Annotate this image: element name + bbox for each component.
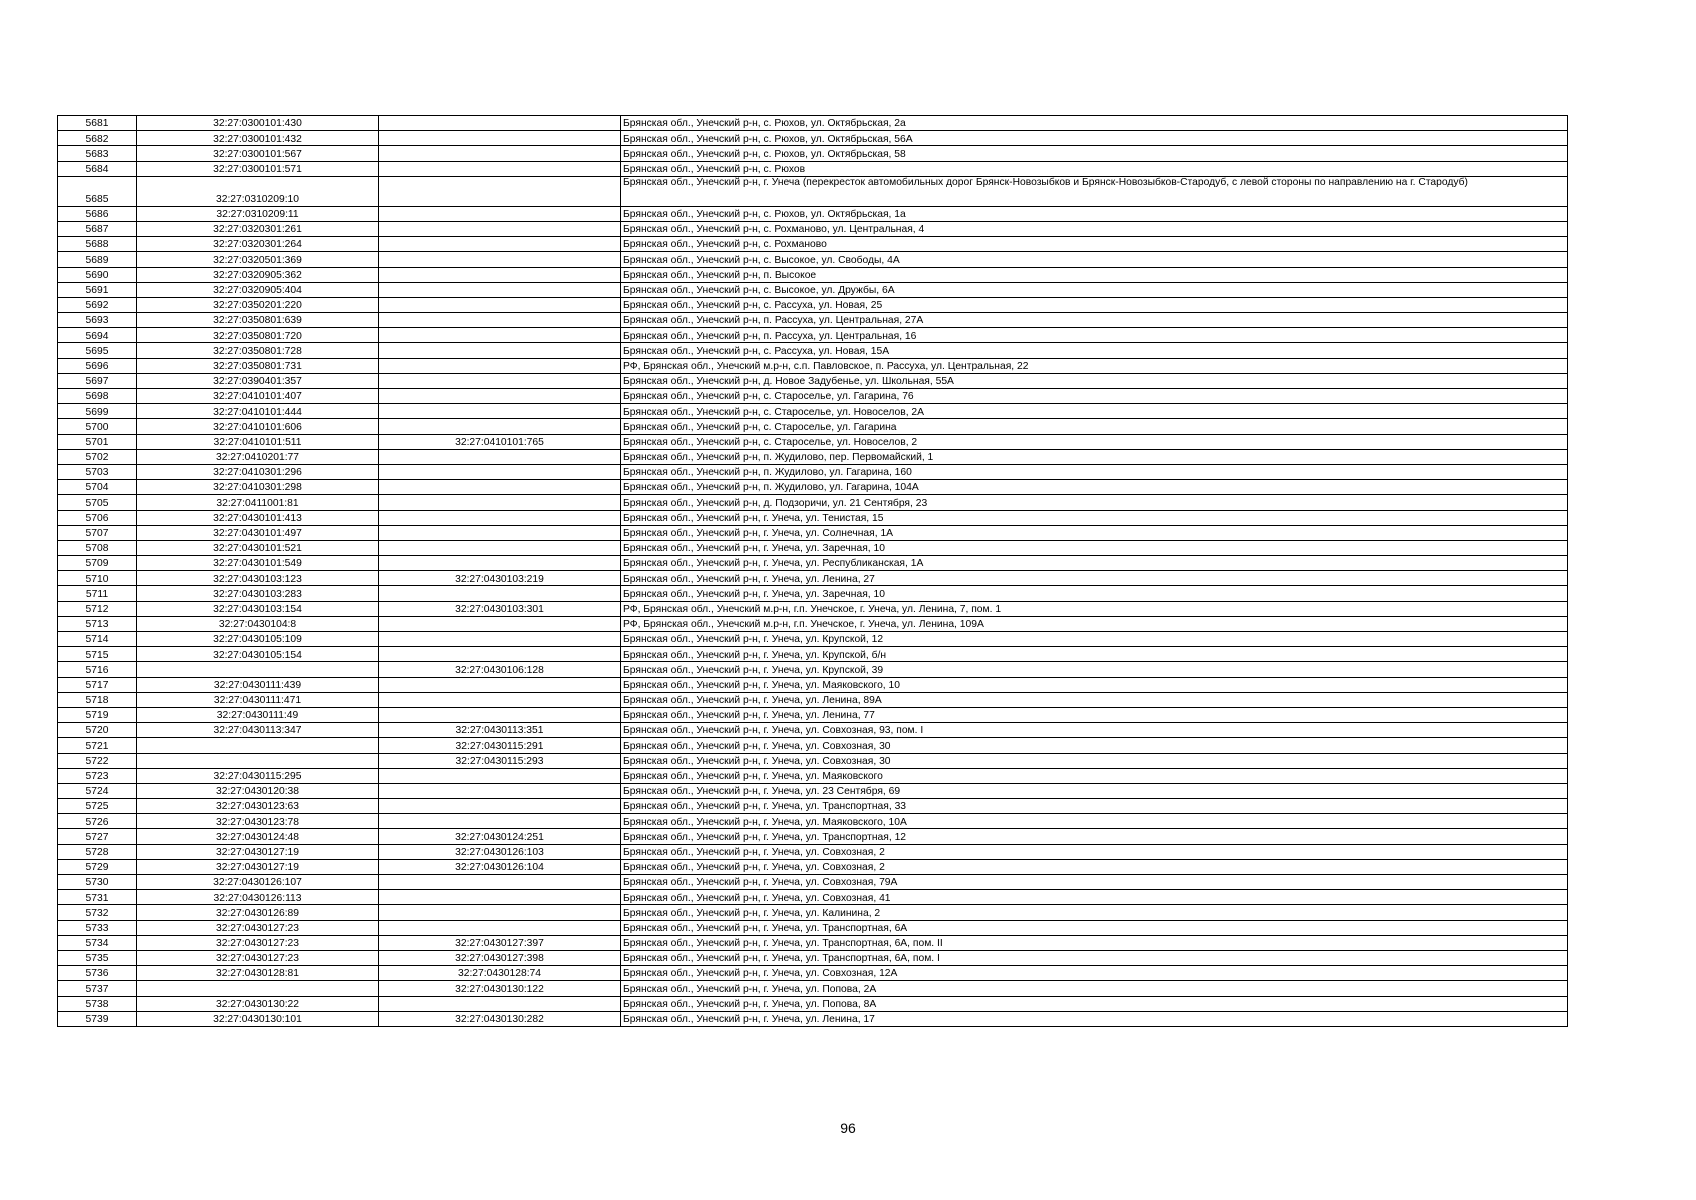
row-number-cell: 5695 [58, 343, 137, 358]
address-cell: Брянская обл., Унечский р-н, г. Унеча, ул. Транспортная, 6А, пом. II [621, 935, 1568, 950]
registry-table-body [58, 116, 1568, 1027]
table-row [58, 601, 1568, 616]
table-row [58, 768, 1568, 783]
row-number-cell: 5706 [58, 510, 137, 525]
building-number-cell: 32:27:0430103:219 [379, 571, 621, 586]
address-cell: Брянская обл., Унечский р-н, г. Унеча, ул. Солнечная, 1А [621, 525, 1568, 540]
cadastral-number-cell: 32:27:0430113:347 [137, 723, 379, 738]
building-number-cell [379, 905, 621, 920]
table-row [58, 632, 1568, 647]
address-cell: Брянская обл., Унечский р-н, с. Рюхов, ул. Октябрьская, 1а [621, 206, 1568, 221]
row-number-cell: 5710 [58, 571, 137, 586]
row-number-cell: 5715 [58, 647, 137, 662]
address-cell: Брянская обл., Унечский р-н, с. Староселье, ул. Новоселов, 2А [621, 404, 1568, 419]
address-cell: Брянская обл., Унечский р-н, п. Высокое [621, 267, 1568, 282]
building-number-cell [379, 176, 621, 206]
address-cell: Брянская обл., Унечский р-н, г. Унеча, ул. Крупской, 12 [621, 632, 1568, 647]
cadastral-number-cell: 32:27:0300101:432 [137, 131, 379, 146]
building-number-cell: 32:27:0430130:122 [379, 981, 621, 996]
building-number-cell: 32:27:0430106:128 [379, 662, 621, 677]
table-row [58, 950, 1568, 965]
building-number-cell [379, 282, 621, 297]
table-row [58, 221, 1568, 236]
building-number-cell [379, 161, 621, 176]
row-number-cell: 5707 [58, 525, 137, 540]
cadastral-number-cell: 32:27:0430127:19 [137, 844, 379, 859]
cadastral-number-cell: 32:27:0410201:77 [137, 449, 379, 464]
cadastral-number-cell: 32:27:0430105:109 [137, 632, 379, 647]
address-cell: Брянская обл., Унечский р-н, г. Унеча, ул. Заречная, 10 [621, 540, 1568, 555]
building-number-cell [379, 449, 621, 464]
address-cell: Брянская обл., Унечский р-н, г. Унеча, ул. Калинина, 2 [621, 905, 1568, 920]
cadastral-number-cell: 32:27:0430111:49 [137, 707, 379, 722]
building-number-cell [379, 206, 621, 221]
cadastral-number-cell: 32:27:0430126:107 [137, 875, 379, 890]
building-number-cell [379, 586, 621, 601]
cadastral-number-cell: 32:27:0350801:731 [137, 358, 379, 373]
table-row [58, 373, 1568, 388]
row-number-cell: 5694 [58, 328, 137, 343]
row-number-cell: 5696 [58, 358, 137, 373]
address-cell: Брянская обл., Унечский р-н, г. Унеча, ул. Тенистая, 15 [621, 510, 1568, 525]
cadastral-number-cell: 32:27:0320301:261 [137, 221, 379, 236]
address-cell: Брянская обл., Унечский р-н, с. Рохманово, ул. Центральная, 4 [621, 221, 1568, 236]
address-cell: Брянская обл., Унечский р-н, с. Рассуха, ул. Новая, 15А [621, 343, 1568, 358]
building-number-cell [379, 116, 621, 131]
cadastral-number-cell [137, 981, 379, 996]
cadastral-number-cell: 32:27:0411001:81 [137, 495, 379, 510]
table-row [58, 844, 1568, 859]
row-number-cell: 5705 [58, 495, 137, 510]
building-number-cell: 32:27:0430115:293 [379, 753, 621, 768]
building-number-cell: 32:27:0430127:397 [379, 935, 621, 950]
row-number-cell: 5692 [58, 297, 137, 312]
table-row [58, 419, 1568, 434]
table-row [58, 723, 1568, 738]
address-cell: Брянская обл., Унечский р-н, г. Унеча, ул. Совхозная, 12А [621, 966, 1568, 981]
cadastral-number-cell: 32:27:0390401:357 [137, 373, 379, 388]
table-row [58, 677, 1568, 692]
row-number-cell: 5732 [58, 905, 137, 920]
registry-table [57, 115, 1568, 1027]
row-number-cell: 5737 [58, 981, 137, 996]
address-cell: Брянская обл., Унечский р-н, г. Унеча, ул. Совхозная, 41 [621, 890, 1568, 905]
building-number-cell [379, 556, 621, 571]
address-cell: Брянская обл., Унечский р-н, п. Рассуха, ул. Центральная, 27А [621, 313, 1568, 328]
table-row [58, 161, 1568, 176]
cadastral-number-cell: 32:27:0430130:101 [137, 1011, 379, 1026]
cadastral-number-cell: 32:27:0430127:23 [137, 950, 379, 965]
row-number-cell: 5702 [58, 449, 137, 464]
cadastral-number-cell: 32:27:0430126:89 [137, 905, 379, 920]
cadastral-number-cell: 32:27:0430123:63 [137, 799, 379, 814]
row-number-cell: 5724 [58, 783, 137, 798]
table-row [58, 920, 1568, 935]
row-number-cell: 5733 [58, 920, 137, 935]
building-number-cell: 32:27:0430130:282 [379, 1011, 621, 1026]
address-cell: Брянская обл., Унечский р-н, г. Унеча, ул. Ленина, 89А [621, 692, 1568, 707]
building-number-cell [379, 343, 621, 358]
cadastral-number-cell: 32:27:0430115:295 [137, 768, 379, 783]
address-cell: Брянская обл., Унечский р-н, г. Унеча, ул. Совхозная, 93, пом. I [621, 723, 1568, 738]
table-row [58, 464, 1568, 479]
address-cell: Брянская обл., Унечский р-н, г. Унеча (перекресток автомобильных дорог Брянск-Новозыбков и Брянск-Новозыбков-Стародуб, с левой стороны по направлению на г. Стародуб) [621, 176, 1568, 206]
building-number-cell: 32:27:0430124:251 [379, 829, 621, 844]
cadastral-number-cell: 32:27:0430130:22 [137, 996, 379, 1011]
table-row [58, 358, 1568, 373]
row-number-cell: 5731 [58, 890, 137, 905]
table-row [58, 783, 1568, 798]
table-row [58, 328, 1568, 343]
cadastral-number-cell: 32:27:0430101:549 [137, 556, 379, 571]
address-cell: Брянская обл., Унечский р-н, п. Жудилово, пер. Первомайский, 1 [621, 449, 1568, 464]
address-cell: Брянская обл., Унечский р-н, г. Унеча, ул. Совхозная, 2 [621, 844, 1568, 859]
row-number-cell: 5723 [58, 768, 137, 783]
row-number-cell: 5700 [58, 419, 137, 434]
cadastral-number-cell: 32:27:0320905:404 [137, 282, 379, 297]
table-row [58, 753, 1568, 768]
address-cell: Брянская обл., Унечский р-н, г. Унеча, ул. Совхозная, 30 [621, 738, 1568, 753]
cadastral-number-cell [137, 738, 379, 753]
row-number-cell: 5697 [58, 373, 137, 388]
cadastral-number-cell: 32:27:0350801:720 [137, 328, 379, 343]
address-cell: Брянская обл., Унечский р-н, д. Новое Задубенье, ул. Школьная, 55А [621, 373, 1568, 388]
row-number-cell: 5689 [58, 252, 137, 267]
row-number-cell: 5727 [58, 829, 137, 844]
cadastral-number-cell: 32:27:0310209:11 [137, 206, 379, 221]
table-row [58, 282, 1568, 297]
building-number-cell [379, 146, 621, 161]
row-number-cell: 5736 [58, 966, 137, 981]
row-number-cell: 5716 [58, 662, 137, 677]
cadastral-number-cell: 32:27:0430127:23 [137, 935, 379, 950]
row-number-cell: 5688 [58, 237, 137, 252]
cadastral-number-cell: 32:27:0430111:471 [137, 692, 379, 707]
row-number-cell: 5708 [58, 540, 137, 555]
table-row [58, 556, 1568, 571]
table-row [58, 1011, 1568, 1026]
address-cell: РФ, Брянская обл., Унечский м.р-н, с.п. Павловское, п. Рассуха, ул. Центральная, 22 [621, 358, 1568, 373]
table-row [58, 449, 1568, 464]
row-number-cell: 5713 [58, 616, 137, 631]
table-row [58, 586, 1568, 601]
building-number-cell [379, 328, 621, 343]
cadastral-number-cell: 32:27:0430127:19 [137, 859, 379, 874]
cadastral-number-cell: 32:27:0430103:283 [137, 586, 379, 601]
address-cell: Брянская обл., Унечский р-н, д. Подзоричи, ул. 21 Сентября, 23 [621, 495, 1568, 510]
row-number-cell: 5687 [58, 221, 137, 236]
table-row [58, 480, 1568, 495]
address-cell: Брянская обл., Унечский р-н, г. Унеча, ул. Транспортная, 6А, пом. I [621, 950, 1568, 965]
address-cell: Брянская обл., Унечский р-н, г. Унеча, ул. Ленина, 77 [621, 707, 1568, 722]
address-cell: Брянская обл., Унечский р-н, п. Жудилово, ул. Гагарина, 160 [621, 464, 1568, 479]
row-number-cell: 5681 [58, 116, 137, 131]
building-number-cell [379, 297, 621, 312]
cadastral-number-cell: 32:27:0350201:220 [137, 297, 379, 312]
row-number-cell: 5683 [58, 146, 137, 161]
cadastral-number-cell: 32:27:0300101:567 [137, 146, 379, 161]
cadastral-number-cell: 32:27:0410101:407 [137, 389, 379, 404]
building-number-cell [379, 419, 621, 434]
cadastral-number-cell: 32:27:0300101:430 [137, 116, 379, 131]
building-number-cell: 32:27:0430127:398 [379, 950, 621, 965]
row-number-cell: 5722 [58, 753, 137, 768]
table-row [58, 859, 1568, 874]
row-number-cell: 5720 [58, 723, 137, 738]
address-cell: Брянская обл., Унечский р-н, с. Рюхов [621, 161, 1568, 176]
address-cell: РФ, Брянская обл., Унечский м.р-н, г.п. Унечское, г. Унеча, ул. Ленина, 109А [621, 616, 1568, 631]
table-row [58, 616, 1568, 631]
address-cell: Брянская обл., Унечский р-н, г. Унеча, ул. Транспортная, 33 [621, 799, 1568, 814]
row-number-cell: 5738 [58, 996, 137, 1011]
building-number-cell [379, 464, 621, 479]
building-number-cell [379, 996, 621, 1011]
table-row [58, 981, 1568, 996]
building-number-cell [379, 373, 621, 388]
table-row [58, 237, 1568, 252]
table-row [58, 510, 1568, 525]
building-number-cell [379, 358, 621, 373]
row-number-cell: 5725 [58, 799, 137, 814]
building-number-cell [379, 647, 621, 662]
address-cell: Брянская обл., Унечский р-н, г. Унеча, ул. Маяковского, 10А [621, 814, 1568, 829]
address-cell: Брянская обл., Унечский р-н, г. Унеча, ул. Крупской, б/н [621, 647, 1568, 662]
page-number: 96 [840, 1120, 856, 1136]
table-row [58, 905, 1568, 920]
cadastral-number-cell: 32:27:0430111:439 [137, 677, 379, 692]
row-number-cell: 5684 [58, 161, 137, 176]
row-number-cell: 5717 [58, 677, 137, 692]
table-row [58, 662, 1568, 677]
cadastral-number-cell: 32:27:0430123:78 [137, 814, 379, 829]
table-row [58, 875, 1568, 890]
address-cell: Брянская обл., Унечский р-н, с. Рюхов, ул. Октябрьская, 2а [621, 116, 1568, 131]
building-number-cell [379, 890, 621, 905]
building-number-cell [379, 313, 621, 328]
cadastral-number-cell: 32:27:0430128:81 [137, 966, 379, 981]
address-cell: Брянская обл., Унечский р-н, г. Унеча, ул. Ленина, 27 [621, 571, 1568, 586]
row-number-cell: 5711 [58, 586, 137, 601]
row-number-cell: 5726 [58, 814, 137, 829]
table-row [58, 495, 1568, 510]
cadastral-number-cell: 32:27:0350801:639 [137, 313, 379, 328]
cadastral-number-cell: 32:27:0310209:10 [137, 176, 379, 206]
row-number-cell: 5721 [58, 738, 137, 753]
cadastral-number-cell: 32:27:0430103:154 [137, 601, 379, 616]
row-number-cell: 5699 [58, 404, 137, 419]
table-row [58, 116, 1568, 131]
cadastral-number-cell: 32:27:0410101:511 [137, 434, 379, 449]
row-number-cell: 5704 [58, 480, 137, 495]
table-row [58, 996, 1568, 1011]
table-row [58, 404, 1568, 419]
building-number-cell [379, 707, 621, 722]
building-number-cell: 32:27:0430115:291 [379, 738, 621, 753]
cadastral-number-cell: 32:27:0410301:298 [137, 480, 379, 495]
building-number-cell [379, 920, 621, 935]
building-number-cell [379, 525, 621, 540]
row-number-cell: 5729 [58, 859, 137, 874]
building-number-cell [379, 875, 621, 890]
row-number-cell: 5719 [58, 707, 137, 722]
building-number-cell [379, 799, 621, 814]
row-number-cell: 5703 [58, 464, 137, 479]
row-number-cell: 5730 [58, 875, 137, 890]
table-row [58, 343, 1568, 358]
building-number-cell [379, 237, 621, 252]
address-cell: Брянская обл., Унечский р-н, г. Унеча, ул. Маяковского [621, 768, 1568, 783]
table-row [58, 252, 1568, 267]
address-cell: Брянская обл., Унечский р-н, г. Унеча, ул. Попова, 2А [621, 981, 1568, 996]
row-number-cell: 5739 [58, 1011, 137, 1026]
cadastral-number-cell: 32:27:0320501:369 [137, 252, 379, 267]
cadastral-number-cell: 32:27:0320301:264 [137, 237, 379, 252]
building-number-cell [379, 480, 621, 495]
table-row [58, 540, 1568, 555]
building-number-cell [379, 252, 621, 267]
address-cell: Брянская обл., Унечский р-н, г. Унеча, ул. Совхозная, 79А [621, 875, 1568, 890]
address-cell: Брянская обл., Унечский р-н, г. Унеча, ул. Ленина, 17 [621, 1011, 1568, 1026]
building-number-cell [379, 221, 621, 236]
table-row [58, 738, 1568, 753]
row-number-cell: 5735 [58, 950, 137, 965]
building-number-cell [379, 677, 621, 692]
table-row [58, 389, 1568, 404]
table-row [58, 267, 1568, 282]
table-row [58, 525, 1568, 540]
table-row [58, 814, 1568, 829]
building-number-cell [379, 389, 621, 404]
address-cell: Брянская обл., Унечский р-н, г. Унеча, ул. Маяковского, 10 [621, 677, 1568, 692]
building-number-cell: 32:27:0430113:351 [379, 723, 621, 738]
address-cell: Брянская обл., Унечский р-н, с. Рассуха, ул. Новая, 25 [621, 297, 1568, 312]
cadastral-number-cell: 32:27:0430120:38 [137, 783, 379, 798]
table-row [58, 692, 1568, 707]
cadastral-number-cell: 32:27:0300101:571 [137, 161, 379, 176]
address-cell: Брянская обл., Унечский р-н, г. Унеча, ул. Транспортная, 12 [621, 829, 1568, 844]
address-cell: Брянская обл., Унечский р-н, с. Рохманово [621, 237, 1568, 252]
table-row [58, 434, 1568, 449]
row-number-cell: 5690 [58, 267, 137, 282]
table-row [58, 829, 1568, 844]
address-cell: Брянская обл., Унечский р-н, г. Унеча, ул. Совхозная, 2 [621, 859, 1568, 874]
cadastral-number-cell: 32:27:0430104:8 [137, 616, 379, 631]
address-cell: Брянская обл., Унечский р-н, с. Староселье, ул. Гагарина [621, 419, 1568, 434]
table-row [58, 297, 1568, 312]
building-number-cell: 32:27:0430128:74 [379, 966, 621, 981]
table-row [58, 647, 1568, 662]
table-row [58, 935, 1568, 950]
building-number-cell [379, 510, 621, 525]
building-number-cell [379, 632, 621, 647]
building-number-cell [379, 495, 621, 510]
cadastral-number-cell [137, 662, 379, 677]
cadastral-number-cell: 32:27:0430101:521 [137, 540, 379, 555]
row-number-cell: 5691 [58, 282, 137, 297]
row-number-cell: 5686 [58, 206, 137, 221]
address-cell: Брянская обл., Унечский р-н, г. Унеча, ул. Заречная, 10 [621, 586, 1568, 601]
cadastral-number-cell: 32:27:0430127:23 [137, 920, 379, 935]
building-number-cell [379, 267, 621, 282]
cadastral-number-cell: 32:27:0430101:413 [137, 510, 379, 525]
building-number-cell: 32:27:0430126:103 [379, 844, 621, 859]
row-number-cell: 5709 [58, 556, 137, 571]
address-cell: Брянская обл., Унечский р-н, г. Унеча, ул. Транспортная, 6А [621, 920, 1568, 935]
cadastral-number-cell: 32:27:0430126:113 [137, 890, 379, 905]
address-cell: РФ, Брянская обл., Унечский м.р-н, г.п. Унечское, г. Унеча, ул. Ленина, 7, пом. 1 [621, 601, 1568, 616]
table-row [58, 799, 1568, 814]
table-row [58, 707, 1568, 722]
building-number-cell [379, 768, 621, 783]
table-row [58, 206, 1568, 221]
address-cell: Брянская обл., Унечский р-н, г. Унеча, ул. Крупской, 39 [621, 662, 1568, 677]
table-row [58, 131, 1568, 146]
row-number-cell: 5718 [58, 692, 137, 707]
table-row [58, 890, 1568, 905]
address-cell: Брянская обл., Унечский р-н, с. Высокое, ул. Свободы, 4А [621, 252, 1568, 267]
table-row [58, 146, 1568, 161]
address-cell: Брянская обл., Унечский р-н, с. Рюхов, ул. Октябрьская, 58 [621, 146, 1568, 161]
row-number-cell: 5693 [58, 313, 137, 328]
table-row [58, 966, 1568, 981]
cadastral-number-cell: 32:27:0430101:497 [137, 525, 379, 540]
building-number-cell [379, 616, 621, 631]
building-number-cell [379, 692, 621, 707]
cadastral-number-cell [137, 753, 379, 768]
address-cell: Брянская обл., Унечский р-н, г. Унеча, ул. Республиканская, 1А [621, 556, 1568, 571]
cadastral-number-cell: 32:27:0410101:444 [137, 404, 379, 419]
address-cell: Брянская обл., Унечский р-н, п. Рассуха, ул. Центральная, 16 [621, 328, 1568, 343]
building-number-cell [379, 131, 621, 146]
row-number-cell: 5712 [58, 601, 137, 616]
address-cell: Брянская обл., Унечский р-н, с. Высокое, ул. Дружбы, 6А [621, 282, 1568, 297]
building-number-cell: 32:27:0410101:765 [379, 434, 621, 449]
row-number-cell: 5734 [58, 935, 137, 950]
address-cell: Брянская обл., Унечский р-н, с. Староселье, ул. Гагарина, 76 [621, 389, 1568, 404]
building-number-cell: 32:27:0430126:104 [379, 859, 621, 874]
address-cell: Брянская обл., Унечский р-н, г. Унеча, ул. Совхозная, 30 [621, 753, 1568, 768]
address-cell: Брянская обл., Унечский р-н, г. Унеча, ул. Попова, 8А [621, 996, 1568, 1011]
row-number-cell: 5698 [58, 389, 137, 404]
cadastral-number-cell: 32:27:0320905:362 [137, 267, 379, 282]
building-number-cell [379, 404, 621, 419]
cadastral-number-cell: 32:27:0410301:296 [137, 464, 379, 479]
table-row [58, 571, 1568, 586]
row-number-cell: 5685 [58, 176, 137, 206]
row-number-cell: 5728 [58, 844, 137, 859]
cadastral-number-cell: 32:27:0430105:154 [137, 647, 379, 662]
cadastral-number-cell: 32:27:0410101:606 [137, 419, 379, 434]
building-number-cell: 32:27:0430103:301 [379, 601, 621, 616]
address-cell: Брянская обл., Унечский р-н, с. Рюхов, ул. Октябрьская, 56А [621, 131, 1568, 146]
row-number-cell: 5714 [58, 632, 137, 647]
table-row [58, 313, 1568, 328]
address-cell: Брянская обл., Унечский р-н, п. Жудилово, ул. Гагарина, 104А [621, 480, 1568, 495]
cadastral-number-cell: 32:27:0430124:48 [137, 829, 379, 844]
row-number-cell: 5682 [58, 131, 137, 146]
address-cell: Брянская обл., Унечский р-н, с. Староселье, ул. Новоселов, 2 [621, 434, 1568, 449]
cadastral-number-cell: 32:27:0430103:123 [137, 571, 379, 586]
building-number-cell [379, 540, 621, 555]
building-number-cell [379, 814, 621, 829]
cadastral-number-cell: 32:27:0350801:728 [137, 343, 379, 358]
building-number-cell [379, 783, 621, 798]
row-number-cell: 5701 [58, 434, 137, 449]
table-row [58, 176, 1568, 206]
address-cell: Брянская обл., Унечский р-н, г. Унеча, ул. 23 Сентября, 69 [621, 783, 1568, 798]
